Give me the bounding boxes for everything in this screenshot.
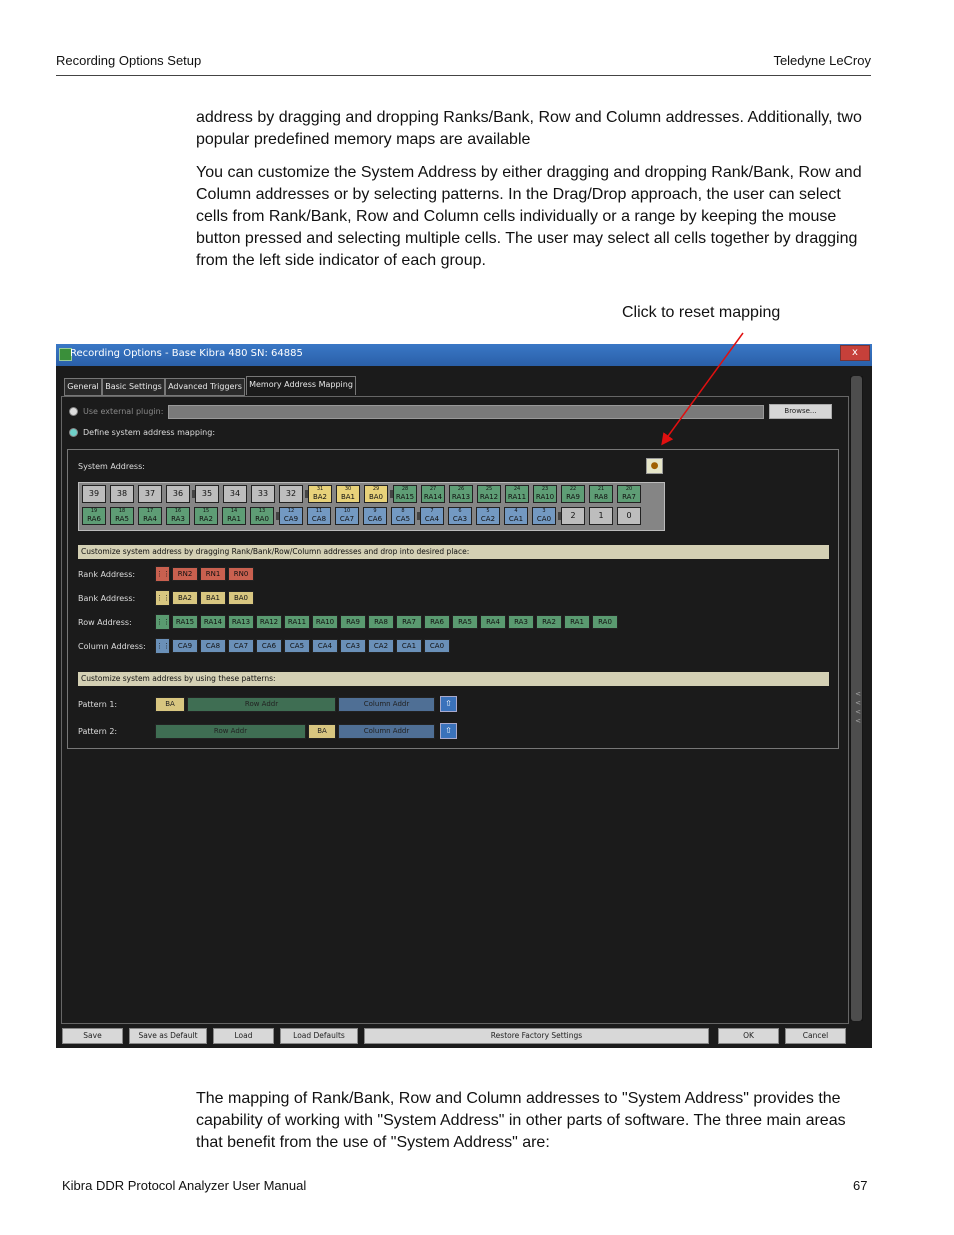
system-address-cell[interactable] (589, 485, 613, 503)
cell-label: RA14 (423, 493, 443, 501)
cell-bit-index: 29 (372, 486, 380, 492)
column-chip[interactable]: CA6 (256, 639, 282, 653)
cell-bit-index: 27 (429, 486, 437, 492)
bank-grab-handle[interactable]: ⋮⋮ (155, 590, 170, 606)
column-address-label: Column Address: (78, 642, 146, 651)
cell-label: CA2 (480, 515, 496, 523)
column-chip[interactable]: CA2 (368, 639, 394, 653)
cell-label: RA6 (87, 515, 101, 523)
cell-bit-index: 30 (344, 486, 352, 492)
cell-bit-index: 3 (542, 508, 546, 514)
cell-bit-index: 23 (541, 486, 549, 492)
row-chip[interactable]: RA6 (424, 615, 450, 629)
cell-bit-index: 24 (513, 486, 521, 492)
system-address-cell[interactable] (279, 507, 303, 525)
pattern-1-bank[interactable]: BA (155, 697, 185, 712)
save-as-default-button[interactable]: Save as Default (129, 1028, 207, 1044)
cell-bit-index: 13 (258, 508, 266, 514)
system-address-cell[interactable] (448, 507, 472, 525)
row-chip[interactable]: RA1 (564, 615, 590, 629)
system-address-cell[interactable] (476, 507, 500, 525)
system-address-cell[interactable] (336, 485, 360, 503)
row-chip[interactable]: RA9 (340, 615, 366, 629)
system-address-cell[interactable] (393, 485, 417, 503)
row-chip[interactable]: RA13 (228, 615, 254, 629)
recording-options-window (56, 344, 872, 1048)
cell-label: RA9 (566, 493, 580, 501)
cell-bit-index: 9 (373, 508, 377, 514)
pattern-1-column[interactable]: Column Addr (338, 697, 435, 712)
drag-hint-bar: Customize system address by dragging Rank/Bank/Row/Column addresses and drop into desired place: (78, 545, 829, 559)
cell-bit-index: 21 (597, 486, 605, 492)
system-address-cell[interactable] (617, 507, 641, 525)
cell-label: 37 (144, 489, 156, 498)
cell-label: 36 (172, 489, 184, 498)
system-address-cell[interactable] (449, 485, 473, 503)
cell-label: RA10 (535, 493, 555, 501)
cell-label: 39 (88, 489, 100, 498)
system-address-label: System Address: (78, 462, 145, 471)
cell-label: RA11 (507, 493, 527, 501)
system-address-cell[interactable] (364, 485, 388, 503)
load-button[interactable]: Load (213, 1028, 274, 1044)
cell-label: 33 (257, 489, 269, 498)
cell-bit-index: 11 (315, 508, 323, 514)
system-address-cell[interactable] (561, 485, 585, 503)
system-address-cell[interactable] (222, 507, 246, 525)
pattern-1-label: Pattern 1: (78, 700, 118, 709)
bank-chip[interactable]: BA0 (228, 591, 254, 605)
row-chip[interactable]: RA2 (536, 615, 562, 629)
cell-label: CA6 (367, 515, 383, 523)
system-address-cell[interactable] (505, 485, 529, 503)
restore-factory-settings-button[interactable]: Restore Factory Settings (364, 1028, 709, 1044)
collapse-chevrons-icon[interactable]: < < < < (855, 690, 861, 725)
cell-bit-index: 4 (514, 508, 518, 514)
pattern-1-apply-icon[interactable]: ⇧ (440, 696, 457, 712)
cell-label: BA2 (312, 493, 328, 501)
cell-bit-index: 10 (343, 508, 351, 514)
cell-label: RA2 (199, 515, 213, 523)
tab-basic-settings[interactable]: Basic Settings (102, 378, 165, 396)
page-number: 67 (853, 1178, 868, 1193)
define-mapping-label: Define system address mapping: (83, 428, 216, 437)
cell-label: CA3 (452, 515, 468, 523)
system-address-cell[interactable] (308, 485, 332, 503)
row-chip[interactable]: RA8 (368, 615, 394, 629)
system-address-cell[interactable] (420, 507, 444, 525)
title-bar (56, 344, 872, 366)
footer-title: Kibra DDR Protocol Analyzer User Manual (62, 1178, 307, 1193)
row-chip[interactable]: RA12 (256, 615, 282, 629)
system-address-cell[interactable] (194, 507, 218, 525)
cell-label: RA4 (143, 515, 157, 523)
plugin-path-input[interactable] (168, 405, 764, 419)
cell-label: CA1 (508, 515, 524, 523)
rank-address-label: Rank Address: (78, 570, 136, 579)
cell-bit-index: 16 (174, 508, 182, 514)
cell-label: CA9 (283, 515, 299, 523)
system-address-cell[interactable] (363, 507, 387, 525)
column-chip[interactable]: CA1 (396, 639, 422, 653)
row-chip[interactable]: RA0 (592, 615, 618, 629)
system-address-cell[interactable] (307, 507, 331, 525)
close-button[interactable]: x (840, 345, 870, 361)
header-rule (56, 75, 871, 76)
column-chip[interactable]: CA7 (228, 639, 254, 653)
paragraph-3: The mapping of Rank/Bank, Row and Column addresses to "System Address" provides the capability of working with "System Address" in other parts of software. The three main areas that benefit from the use of "System Address" are: (196, 1090, 846, 1151)
use-plugin-label: Use external plugin: (83, 407, 164, 416)
column-grab-handle[interactable]: ⋮⋮ (155, 638, 170, 654)
row-chip[interactable]: RA14 (200, 615, 226, 629)
system-address-cell[interactable] (166, 507, 190, 525)
system-address-cell[interactable] (617, 485, 641, 503)
cell-label: CA8 (311, 515, 327, 523)
cell-label: RA7 (622, 493, 636, 501)
system-address-cell[interactable] (279, 485, 303, 503)
paragraph-2: You can customize the System Address by either dragging and dropping Rank/Bank, Row and Column addresses or by selecting patterns. In the Drag/Drop approach, the user can select cells from Rank/Bank, Row and Column cells individually or a range by keeping the mouse button pressed and selecting multiple cells. The user may select all cells together by dragging from the left side indicator of each group. (196, 164, 862, 269)
tab-advanced-triggers[interactable]: Advanced Triggers (165, 378, 245, 396)
pattern-2-bank[interactable]: BA (308, 724, 336, 739)
system-address-cell[interactable] (223, 485, 247, 503)
system-address-cell[interactable] (251, 485, 275, 503)
system-address-cell[interactable] (82, 485, 106, 503)
row-chip[interactable]: RA7 (396, 615, 422, 629)
system-address-cell[interactable] (110, 485, 134, 503)
cell-bit-index: 20 (625, 486, 633, 492)
cell-bit-index: 17 (146, 508, 154, 514)
cell-bit-index: 25 (485, 486, 493, 492)
bank-chip[interactable]: BA2 (172, 591, 198, 605)
cell-label: RA1 (227, 515, 241, 523)
cell-label: CA0 (536, 515, 552, 523)
cell-bit-index: 7 (430, 508, 434, 514)
cell-label: CA5 (395, 515, 411, 523)
pattern-hint-bar: Customize system address by using these patterns: (78, 672, 829, 686)
system-address-cell[interactable] (335, 507, 359, 525)
pattern-2-row[interactable]: Row Addr (155, 724, 306, 739)
system-address-cell[interactable] (195, 485, 219, 503)
row-chip[interactable]: RA4 (480, 615, 506, 629)
system-address-cell[interactable] (166, 485, 190, 503)
cell-label: RA0 (255, 515, 269, 523)
system-address-grid (78, 482, 665, 531)
window-title: Recording Options - Base Kibra 480 SN: 64885 (70, 348, 303, 359)
column-chip[interactable]: CA3 (340, 639, 366, 653)
rank-grab-handle[interactable]: ⋮⋮ (155, 566, 170, 582)
ok-button[interactable]: OK (718, 1028, 779, 1044)
pattern-2-column[interactable]: Column Addr (338, 724, 435, 739)
cell-label: 35 (201, 489, 213, 498)
cell-label: 0 (626, 511, 632, 520)
row-chip[interactable]: RA11 (284, 615, 310, 629)
system-address-cell[interactable] (477, 485, 501, 503)
running-header-right: Teledyne LeCroy (773, 53, 871, 68)
cell-label: BA0 (368, 493, 384, 501)
cell-label: RA5 (115, 515, 129, 523)
bank-chip[interactable]: BA1 (200, 591, 226, 605)
row-chip[interactable]: RA5 (452, 615, 478, 629)
system-address-cell[interactable] (504, 507, 528, 525)
use-plugin-radio[interactable] (69, 407, 78, 416)
system-address-cell[interactable] (532, 507, 556, 525)
tab-general[interactable]: General (64, 378, 102, 396)
system-address-cell[interactable] (110, 507, 134, 525)
row-address-label: Row Address: (78, 618, 132, 627)
row-grab-handle[interactable]: ⋮⋮ (155, 614, 170, 630)
cell-bit-index: 26 (457, 486, 465, 492)
cell-bit-index: 14 (230, 508, 238, 514)
tab-memory-address-mapping[interactable]: Memory Address Mapping (246, 376, 356, 395)
cell-label: RA8 (594, 493, 608, 501)
paragraph-1: address by dragging and dropping Ranks/Bank, Row and Column addresses. Additionally, two popular predefined memory maps are available (196, 109, 862, 148)
cell-bit-index: 18 (118, 508, 126, 514)
cell-label: RA3 (171, 515, 185, 523)
save-button[interactable]: Save (62, 1028, 123, 1044)
row-chip[interactable]: RA15 (172, 615, 198, 629)
cell-bit-index: 6 (458, 508, 462, 514)
rank-chip[interactable]: RN0 (228, 567, 254, 581)
row-chip[interactable]: RA3 (508, 615, 534, 629)
cell-bit-index: 19 (90, 508, 98, 514)
cell-label: 1 (598, 511, 604, 520)
reset-icon[interactable]: ● (646, 458, 663, 474)
callout-label: Click to reset mapping (622, 304, 781, 321)
cell-bit-index: 12 (287, 508, 295, 514)
system-address-cell[interactable] (82, 507, 106, 525)
cell-label: RA12 (479, 493, 499, 501)
column-chip[interactable]: CA8 (200, 639, 226, 653)
cancel-button[interactable]: Cancel (785, 1028, 846, 1044)
column-chip[interactable]: CA4 (312, 639, 338, 653)
column-chip[interactable]: CA9 (172, 639, 198, 653)
cell-label: 34 (229, 489, 241, 498)
cell-label: 32 (285, 489, 297, 498)
cell-label: RA13 (451, 493, 471, 501)
pattern-2-apply-icon[interactable]: ⇧ (440, 723, 457, 739)
cell-bit-index: 31 (316, 486, 324, 492)
system-address-cell[interactable] (421, 485, 445, 503)
pattern-1-row[interactable]: Row Addr (187, 697, 336, 712)
system-address-cell[interactable] (250, 507, 274, 525)
cell-label: CA4 (424, 515, 440, 523)
cell-label: RA15 (395, 493, 415, 501)
system-address-cell[interactable] (589, 507, 613, 525)
system-address-cell[interactable] (138, 507, 162, 525)
cell-label: 2 (570, 511, 576, 520)
cell-bit-index: 28 (401, 486, 409, 492)
system-address-cell[interactable] (138, 485, 162, 503)
cell-bit-index: 8 (401, 508, 405, 514)
row-chip[interactable]: RA10 (312, 615, 338, 629)
cell-label: BA1 (340, 493, 356, 501)
load-defaults-button[interactable]: Load Defaults (280, 1028, 358, 1044)
column-chip[interactable]: CA0 (424, 639, 450, 653)
rank-chip[interactable]: RN1 (200, 567, 226, 581)
cell-label: CA7 (339, 515, 355, 523)
column-chip[interactable]: CA5 (284, 639, 310, 653)
running-header-left: Recording Options Setup (56, 53, 202, 68)
bank-address-label: Bank Address: (78, 594, 136, 603)
cell-bit-index: 22 (569, 486, 577, 492)
system-address-cell[interactable] (391, 507, 415, 525)
browse-button[interactable]: Browse... (769, 404, 832, 419)
cell-bit-index: 15 (202, 508, 210, 514)
define-mapping-radio[interactable] (69, 428, 78, 437)
system-address-cell[interactable] (561, 507, 585, 525)
system-address-cell[interactable] (533, 485, 557, 503)
cell-label: 38 (116, 489, 128, 498)
rank-chip[interactable]: RN2 (172, 567, 198, 581)
pattern-2-label: Pattern 2: (78, 727, 118, 736)
cell-bit-index: 5 (486, 508, 490, 514)
